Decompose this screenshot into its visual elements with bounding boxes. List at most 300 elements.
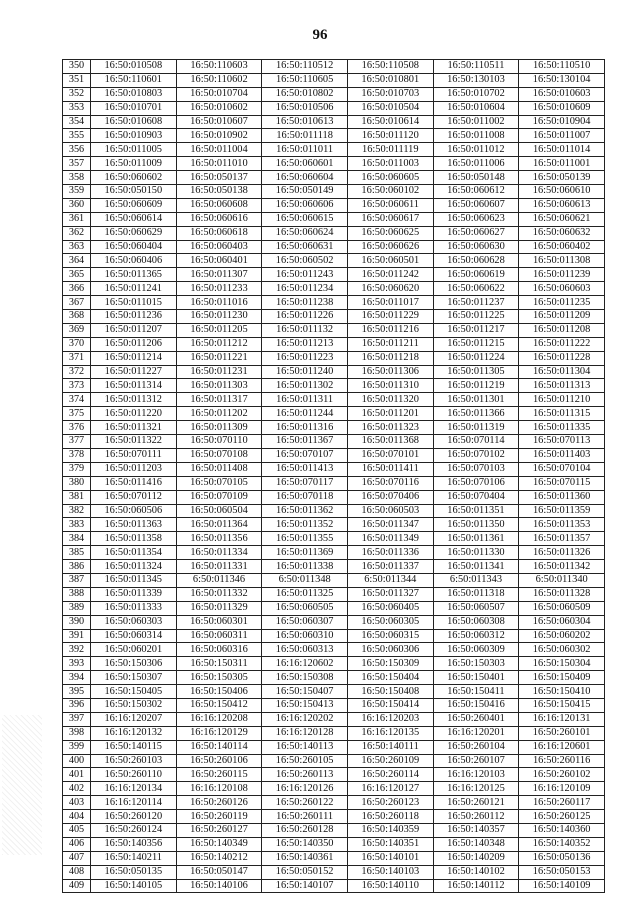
cadastral-number-cell: 16:50:011328 [519,587,605,601]
cadastral-number-cell: 16:50:060503 [347,504,433,518]
cadastral-number-cell: 16:50:140107 [262,879,348,893]
table-row [63,629,605,643]
cadastral-number-cell: 16:50:011016 [176,296,262,310]
table-row [63,143,605,157]
row-number-cell: 383 [63,518,91,532]
cadastral-number-cell: 6:50:011344 [347,573,433,587]
table-row [63,421,605,435]
table-row [63,782,605,796]
row-number-cell: 391 [63,629,91,643]
table-row [63,379,605,393]
cadastral-number-cell: 16:50:060504 [176,504,262,518]
cadastral-number-cell: 16:50:011230 [176,310,262,324]
cadastral-number-cell: 16:50:010703 [347,87,433,101]
cadastral-number-cell: 16:50:010508 [91,60,177,74]
table-row [63,698,605,712]
cadastral-number-cell: 16:50:011309 [176,421,262,435]
cadastral-number-cell: 16:50:260126 [176,796,262,810]
cadastral-number-cell: 16:50:011356 [176,532,262,546]
table-row [63,685,605,699]
cadastral-number-cell: 16:50:140350 [262,837,348,851]
row-number-cell: 402 [63,782,91,796]
cadastral-number-cell: 16:50:010903 [91,129,177,143]
cadastral-number-cell: 16:50:010603 [519,87,605,101]
cadastral-number-cell: 16:50:011329 [176,601,262,615]
table-row [63,587,605,601]
cadastral-number-cell: 16:50:060304 [519,615,605,629]
cadastral-number-cell: 16:50:060401 [176,254,262,268]
cadastral-number-cell: 16:50:050147 [176,865,262,879]
cadastral-number-cell: 16:50:140113 [262,740,348,754]
row-number-cell: 393 [63,657,91,671]
table-row [63,365,605,379]
cadastral-number-cell: 16:50:260106 [176,754,262,768]
cadastral-number-cell: 16:50:011242 [347,268,433,282]
cadastral-number-cell: 16:50:110512 [262,60,348,74]
row-number-cell: 388 [63,587,91,601]
cadastral-number-cell: 16:50:060621 [519,212,605,226]
cadastral-number-cell: 16:50:060613 [519,198,605,212]
cadastral-number-cell: 16:50:011002 [433,115,519,129]
row-number-cell: 371 [63,351,91,365]
table-row [63,615,605,629]
cadastral-number-cell: 16:50:150401 [433,671,519,685]
cadastral-number-cell: 16:50:060306 [347,643,433,657]
cadastral-number-cell: 16:50:260123 [347,796,433,810]
cadastral-number-cell: 16:16:120132 [91,726,177,740]
cadastral-number-cell: 16:50:011224 [433,351,519,365]
cadastral-number-cell: 16:50:070109 [176,490,262,504]
row-number-cell: 407 [63,851,91,865]
cadastral-number-cell: 16:16:120109 [519,782,605,796]
cadastral-number-cell: 16:16:120601 [519,740,605,754]
cadastral-number-cell: 16:50:150415 [519,698,605,712]
cadastral-number-cell: 16:50:010609 [519,101,605,115]
cadastral-number-cell: 16:50:060605 [347,171,433,185]
table-row [63,323,605,337]
row-number-cell: 378 [63,448,91,462]
row-number-cell: 379 [63,462,91,476]
row-number-cell: 374 [63,393,91,407]
cadastral-number-cell: 16:50:150410 [519,685,605,699]
row-number-cell: 364 [63,254,91,268]
cadastral-number-cell: 16:50:050153 [519,865,605,879]
cadastral-number-cell: 16:50:011007 [519,129,605,143]
cadastral-number-cell: 16:50:140111 [347,740,433,754]
row-number-cell: 409 [63,879,91,893]
cadastral-number-cell: 16:50:060202 [519,629,605,643]
cadastral-number-cell: 16:50:260110 [91,768,177,782]
cadastral-number-cell: 16:50:011368 [347,435,433,449]
cadastral-number-cell: 16:50:260113 [262,768,348,782]
row-number-cell: 397 [63,712,91,726]
row-number-cell: 369 [63,323,91,337]
cadastral-number-cell: 16:16:120202 [262,712,348,726]
cadastral-number-cell: 16:50:140349 [176,837,262,851]
cadastral-number-cell: 16:50:011233 [176,282,262,296]
cadastral-number-cell: 16:16:120602 [262,657,348,671]
row-number-cell: 399 [63,740,91,754]
cadastral-number-cell: 16:50:011318 [433,587,519,601]
cadastral-number-cell: 16:50:011132 [262,323,348,337]
cadastral-number-cell: 16:50:010704 [176,87,262,101]
cadastral-number-cell: 16:50:011222 [519,337,605,351]
cadastral-number-cell: 16:50:130104 [519,73,605,87]
cadastral-number-cell: 6:50:011346 [176,573,262,587]
cadastral-number-cell: 16:50:060610 [519,185,605,199]
cadastral-number-cell: 16:50:110510 [519,60,605,74]
cadastral-number-cell: 16:50:260105 [262,754,348,768]
table-row [63,448,605,462]
cadastral-number-cell: 16:50:060617 [347,212,433,226]
cadastral-number-cell: 16:50:011228 [519,351,605,365]
cadastral-number-cell: 16:50:011239 [519,268,605,282]
cadastral-number-cell: 16:50:150409 [519,671,605,685]
cadastral-number-cell: 16:50:060505 [262,601,348,615]
cadastral-number-cell: 16:50:260112 [433,810,519,824]
cadastral-number-cell: 16:50:011303 [176,379,262,393]
row-number-cell: 387 [63,573,91,587]
cadastral-number-cell: 16:50:011411 [347,462,433,476]
cadastral-number-cell: 16:50:011408 [176,462,262,476]
cadastral-number-cell: 16:50:070112 [91,490,177,504]
cadastral-number-cell: 16:50:060506 [91,504,177,518]
cadastral-number-cell: 16:50:011349 [347,532,433,546]
table-row [63,532,605,546]
row-number-cell: 376 [63,421,91,435]
cadastral-number-cell: 16:50:011319 [433,421,519,435]
cadastral-number-cell: 16:50:050149 [262,185,348,199]
cadastral-number-cell: 16:50:060312 [433,629,519,643]
cadastral-number-cell: 16:50:150303 [433,657,519,671]
cadastral-number-cell: 16:50:070118 [262,490,348,504]
cadastral-number-cell: 16:50:011210 [519,393,605,407]
cadastral-number-cell: 16:50:260122 [262,796,348,810]
cadastral-number-cell: 16:50:070113 [519,435,605,449]
cadastral-number-cell: 16:50:150302 [91,698,177,712]
table-row [63,865,605,879]
row-number-cell: 390 [63,615,91,629]
cadastral-number-cell: 16:50:011365 [91,268,177,282]
row-number-cell: 380 [63,476,91,490]
cadastral-number-cell: 16:50:011314 [91,379,177,393]
cadastral-number-cell: 16:50:011217 [433,323,519,337]
cadastral-number-cell: 16:50:011305 [433,365,519,379]
cadastral-number-cell: 16:16:120126 [262,782,348,796]
cadastral-number-cell: 16:50:011017 [347,296,433,310]
cadastral-number-cell: 16:50:011335 [519,421,605,435]
cadastral-number-cell: 16:50:060310 [262,629,348,643]
cadastral-number-cell: 16:50:010604 [433,101,519,115]
cadastral-number-cell: 16:50:010504 [347,101,433,115]
table-row [63,212,605,226]
cadastral-number-cell: 16:50:070107 [262,448,348,462]
cadastral-number-cell: 16:50:011229 [347,310,433,324]
cadastral-number-cell: 16:50:050139 [519,171,605,185]
cadastral-number-cell: 16:50:011241 [91,282,177,296]
cadastral-number-cell: 16:50:260111 [262,810,348,824]
cadastral-number-cell: 16:16:120207 [91,712,177,726]
cadastral-number-cell: 16:50:140114 [176,740,262,754]
row-number-cell: 405 [63,823,91,837]
table-row [63,198,605,212]
cadastral-number-cell: 16:50:260119 [176,810,262,824]
cadastral-number-cell: 16:50:140209 [433,851,519,865]
cadastral-number-cell: 16:50:150307 [91,671,177,685]
table-row [63,337,605,351]
cadastral-number-cell: 16:50:011231 [176,365,262,379]
cadastral-number-cell: 16:50:011322 [91,435,177,449]
cadastral-number-cell: 16:16:120125 [433,782,519,796]
cadastral-number-cell: 16:50:060609 [91,198,177,212]
cadastral-number-cell: 16:50:011416 [91,476,177,490]
cadastral-number-cell: 16:50:060307 [262,615,348,629]
cadastral-number-cell: 16:50:060314 [91,629,177,643]
cadastral-number-cell: 16:50:060606 [262,198,348,212]
table-row [63,171,605,185]
cadastral-number-cell: 16:50:011413 [262,462,348,476]
cadastral-number-cell: 16:50:011359 [519,504,605,518]
cadastral-number-cell: 16:50:011327 [347,587,433,601]
row-number-cell: 360 [63,198,91,212]
table-row [63,87,605,101]
cadastral-number-cell: 16:50:150311 [176,657,262,671]
cadastral-number-cell: 16:50:050135 [91,865,177,879]
cadastral-number-cell: 16:50:060614 [91,212,177,226]
cadastral-number-cell: 16:50:070104 [519,462,605,476]
cadastral-number-cell: 16:50:011355 [262,532,348,546]
cadastral-number-cell: 16:50:011014 [519,143,605,157]
cadastral-number-cell: 16:16:120129 [176,726,262,740]
cadastral-number-cell: 16:50:011338 [262,560,348,574]
cadastral-number-cell: 16:50:060601 [262,157,348,171]
cadastral-number-cell: 16:50:011304 [519,365,605,379]
cadastral-number-cell: 16:50:011366 [433,407,519,421]
cadastral-number-cell: 16:50:011201 [347,407,433,421]
cadastral-number-cell: 16:50:010608 [91,115,177,129]
cadastral-number-cell: 16:50:060615 [262,212,348,226]
cadastral-number-cell: 16:50:011005 [91,143,177,157]
row-number-cell: 367 [63,296,91,310]
cadastral-number-cell: 16:50:011238 [262,296,348,310]
cadastral-number-cell: 16:50:070105 [176,476,262,490]
table-row [63,712,605,726]
cadastral-number-cell: 16:50:011214 [91,351,177,365]
cadastral-number-cell: 16:50:011321 [91,421,177,435]
cadastral-number-cell: 16:50:010702 [433,87,519,101]
cadastral-number-cell: 16:50:011350 [433,518,519,532]
cadastral-number-cell: 16:50:130103 [433,73,519,87]
cadastral-number-cell: 16:50:060308 [433,615,519,629]
row-number-cell: 401 [63,768,91,782]
row-number-cell: 372 [63,365,91,379]
cadastral-number-cell: 16:50:011219 [433,379,519,393]
cadastral-number-cell: 16:50:070101 [347,448,433,462]
cadastral-number-cell: 16:50:011312 [91,393,177,407]
table-row [63,573,605,587]
cadastral-number-cell: 16:50:050150 [91,185,177,199]
cadastral-number-cell: 16:50:010904 [519,115,605,129]
cadastral-number-cell: 16:50:060509 [519,601,605,615]
cadastral-number-cell: 16:50:060603 [519,282,605,296]
cadastral-number-cell: 16:50:011015 [91,296,177,310]
cadastral-number-cell: 16:50:011311 [262,393,348,407]
cadastral-number-cell: 16:50:011313 [519,379,605,393]
cadastral-number-cell: 16:50:011347 [347,518,433,532]
cadastral-number-cell: 16:50:150305 [176,671,262,685]
cadastral-number-cell: 16:50:011226 [262,310,348,324]
cadastral-number-cell: 16:50:011315 [519,407,605,421]
cadastral-number-cell: 6:50:011340 [519,573,605,587]
cadastral-number-cell: 16:50:011337 [347,560,433,574]
cadastral-number-cell: 16:50:011008 [433,129,519,143]
cadastral-number-cell: 16:50:010803 [91,87,177,101]
table-row [63,768,605,782]
table-row [63,643,605,657]
cadastral-number-cell: 16:50:110602 [176,73,262,87]
cadastral-number-cell: 16:50:011351 [433,504,519,518]
cadastral-number-cell: 16:50:140212 [176,851,262,865]
cadastral-number-cell: 16:50:011352 [262,518,348,532]
cadastral-number-cell: 16:50:070111 [91,448,177,462]
table-row [63,60,605,74]
cadastral-number-cell: 16:50:140109 [519,879,605,893]
row-number-cell: 382 [63,504,91,518]
cadastral-number-cell: 16:50:010802 [262,87,348,101]
row-number-cell: 366 [63,282,91,296]
cadastral-number-cell: 16:50:260101 [519,726,605,740]
row-number-cell: 368 [63,310,91,324]
cadastral-number-cell: 16:16:120114 [91,796,177,810]
cadastral-number-cell: 16:50:150413 [262,698,348,712]
cadastral-number-cell: 16:50:060102 [347,185,433,199]
table-row [63,796,605,810]
row-number-cell: 359 [63,185,91,199]
cadastral-number-cell: 16:50:011223 [262,351,348,365]
cadastral-number-cell: 16:50:011307 [176,268,262,282]
cadastral-number-cell: 16:16:120134 [91,782,177,796]
cadastral-number-cell: 16:50:110508 [347,60,433,74]
cadastral-number-cell: 16:50:260115 [176,768,262,782]
cadastral-number-cell: 16:50:011325 [262,587,348,601]
row-number-cell: 363 [63,240,91,254]
table-row [63,740,605,754]
row-number-cell: 358 [63,171,91,185]
cadastral-number-cell: 16:50:011207 [91,323,177,337]
cadastral-number-cell: 16:50:110511 [433,60,519,74]
cadastral-number-cell: 16:50:010701 [91,101,177,115]
row-number-cell: 389 [63,601,91,615]
table-row [63,240,605,254]
table-row [63,157,605,171]
table-row [63,254,605,268]
cadastral-number-cell: 16:50:260127 [176,823,262,837]
cadastral-number-cell: 16:50:010902 [176,129,262,143]
table-row [63,101,605,115]
cadastral-number-cell: 16:50:070110 [176,435,262,449]
cadastral-number-cell: 16:50:140356 [91,837,177,851]
cadastral-number-cell: 16:50:011003 [347,157,433,171]
cadastral-number-cell: 16:16:120203 [347,712,433,726]
cadastral-numbers-table [62,59,605,893]
cadastral-number-cell: 16:50:060622 [433,282,519,296]
row-number-cell: 404 [63,810,91,824]
cadastral-number-cell: 16:50:011216 [347,323,433,337]
cadastral-number-cell: 16:50:011301 [433,393,519,407]
cadastral-number-cell: 16:50:150414 [347,698,433,712]
cadastral-number-cell: 16:50:050137 [176,171,262,185]
table-row [63,823,605,837]
cadastral-number-cell: 16:50:011362 [262,504,348,518]
cadastral-number-cell: 16:50:060313 [262,643,348,657]
cadastral-number-cell: 16:50:070108 [176,448,262,462]
cadastral-number-cell: 16:50:011333 [91,601,177,615]
table-row [63,518,605,532]
table-row [63,351,605,365]
scan-artifact [2,715,42,855]
cadastral-number-cell: 16:50:011236 [91,310,177,324]
row-number-cell: 392 [63,643,91,657]
cadastral-number-cell: 16:50:011225 [433,310,519,324]
cadastral-number-cell: 16:50:260124 [91,823,177,837]
cadastral-number-cell: 16:50:150412 [176,698,262,712]
cadastral-number-cell: 16:16:120208 [176,712,262,726]
table-row [63,504,605,518]
cadastral-number-cell: 16:50:110605 [262,73,348,87]
cadastral-number-cell: 16:50:070102 [433,448,519,462]
cadastral-number-cell: 16:50:060502 [262,254,348,268]
row-number-cell: 406 [63,837,91,851]
cadastral-number-cell: 16:50:140105 [91,879,177,893]
row-number-cell: 361 [63,212,91,226]
row-number-cell: 386 [63,560,91,574]
cadastral-number-cell: 16:50:060620 [347,282,433,296]
table-row [63,73,605,87]
table-row [63,851,605,865]
cadastral-number-cell: 16:50:011306 [347,365,433,379]
cadastral-number-cell: 16:50:140361 [262,851,348,865]
cadastral-number-cell: 16:50:260107 [433,754,519,768]
cadastral-number-cell: 16:50:011209 [519,310,605,324]
cadastral-number-cell: 16:50:260121 [433,796,519,810]
cadastral-number-cell: 16:50:260114 [347,768,433,782]
cadastral-number-cell: 16:50:060632 [519,226,605,240]
cadastral-number-cell: 16:50:140101 [347,851,433,865]
cadastral-number-cell: 16:50:060403 [176,240,262,254]
cadastral-number-cell: 16:50:260109 [347,754,433,768]
cadastral-number-cell: 16:50:011006 [433,157,519,171]
cadastral-number-cell: 16:50:260117 [519,796,605,810]
row-number-cell: 362 [63,226,91,240]
cadastral-number-cell: 16:50:060602 [91,171,177,185]
cadastral-number-cell: 16:50:150405 [91,685,177,699]
cadastral-number-cell: 16:16:120108 [176,782,262,796]
cadastral-number-cell: 16:50:011363 [91,518,177,532]
row-number-cell: 365 [63,268,91,282]
row-number-cell: 370 [63,337,91,351]
table-body [63,60,605,893]
cadastral-number-cell: 16:50:260128 [262,823,348,837]
cadastral-number-cell: 16:50:011120 [347,129,433,143]
row-number-cell: 403 [63,796,91,810]
table-row [63,268,605,282]
cadastral-number-cell: 16:16:120128 [262,726,348,740]
cadastral-number-cell: 16:50:110601 [91,73,177,87]
cadastral-number-cell: 16:50:060623 [433,212,519,226]
table-row [63,185,605,199]
cadastral-number-cell: 16:50:010607 [176,115,262,129]
cadastral-number-cell: 16:50:011001 [519,157,605,171]
